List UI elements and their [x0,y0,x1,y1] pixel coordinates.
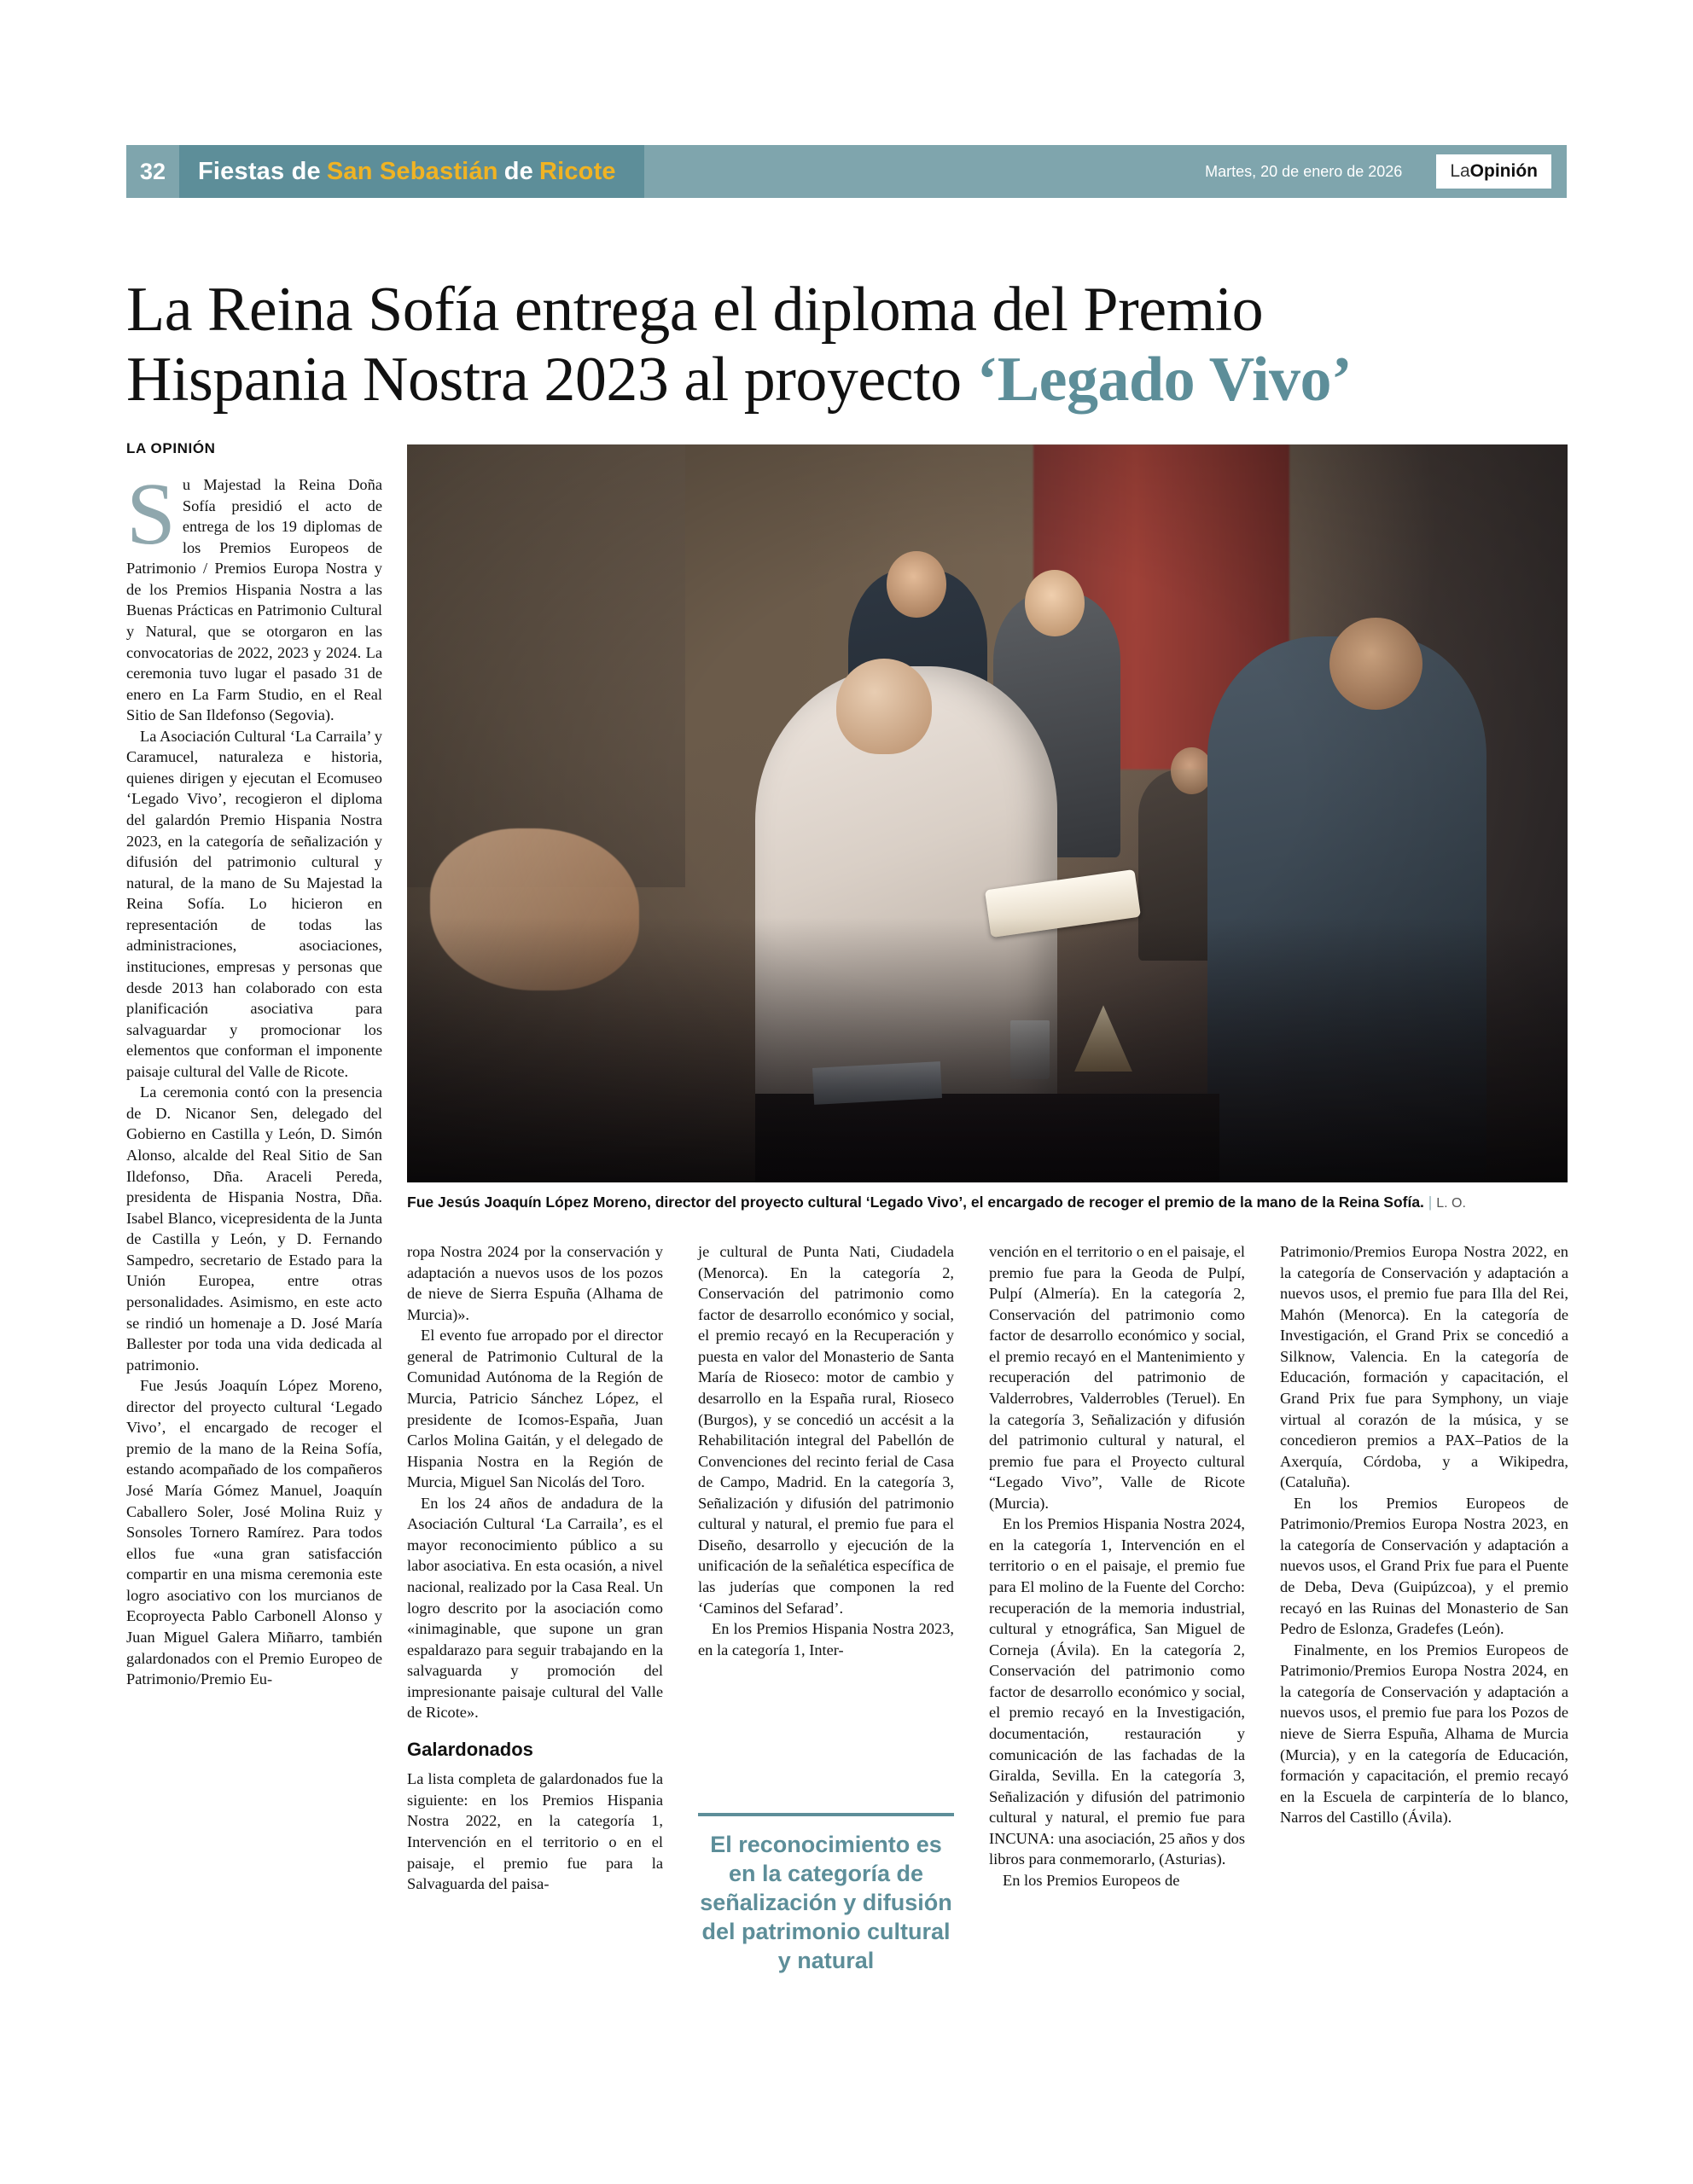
caption-separator: | [1428,1194,1433,1211]
paragraph: La Asociación Cultural ‘La Carraila’ y Caramucel, naturaleza e historia, quienes dirigen y ejecutan el Ecomuseo ‘Legado Vivo’, recogieron el diploma del galardón Premio Hispania Nostra 2023, en la categoría de señalización y difusión del patrimonio cultural y natural, de la mano de Su Majestad la Reina Sofía. Lo hicieron en representación de todas las administraciones, asociaciones, instituciones, empresas y personas que desde 2013 han colaborado con esta planificación asociativa para salvaguardar y promocionar los elementos que conforman el imponente paisaje cultural del Valle de Ricote. [126,727,382,1080]
article-column-1 [126,465,382,1690]
logo-text-bold: Opinión [1469,161,1538,181]
article-photo [407,444,1568,1182]
paragraph: Patrimonio/Premios Europa Nostra 2022, en la categoría de Conservación y adaptación a nuevos usos, el premio fue para Illa del Rei, Mahón (Menorca). En la categoría de Investigación, el Grand Prix se concedió a Silknow, Valencia. En la categoría de Educación, formación y capacitación, el Grand Prix fue para Symphony, un viaje virtual al corazón de la música, y se concedieron premios a PAX–Patios de la Axerquía, Córdoba, y a Wikipedra, (Cataluña). [1280,1243,1568,1491]
paragraph: vención en el territorio o en el paisaje, el premio fue para la Geoda de Pulpí, Pulpí (Almería). En la categoría 2, Conservación del patrimonio como factor de desarrollo económico y social, el premio recayó en el Mantenimiento y recuperación del patrimonio de Valderrobres, Valderrobles (Teruel). En la categoría 3, Señalización y difusión del patrimonio cultural y natural, el premio fue para el Proyecto cultural “Legado Vivo”, Valle de Ricote (Murcia). [989,1243,1245,1512]
section-title [179,145,644,198]
subheading-galardonados: Galardonados [407,1738,533,1760]
section-title-mid: de [503,157,533,185]
headline-highlight: ‘Legado Vivo’ [976,345,1353,415]
paragraph: El evento fue arropado por el director general de Patrimonio Cultural de la Comunidad Autónoma de la Región de Murcia, Patricio Sánchez López, el presidente de Icomos-España, Juan Carlos Molina Gaitán, y el delegado de Hispania Nostra en la Región de Murcia, Miguel San Nicolás del Toro. [407,1327,663,1491]
headline-line-2-plain: Hispania Nostra 2023 al proyecto [126,345,977,415]
section-title-prefix: Fiestas de [198,157,321,185]
paragraph: En los Premios Hispania Nostra 2023, en la categoría 1, Inter- [698,1620,954,1658]
paragraph: En los Premios Hispania Nostra 2024, en la categoría 1, Intervención en el territorio o en el paisaje, el premio fue para El molino de la Fuente del Corcho: recuperación de la memoria industrial, cultural y etnográfica, San Miguel de Corneja (Ávila). En la categoría 2, Conservación del patrimonio como factor de desarrollo económico y social, el premio recayó en la Investigación, documentación, restauración y comunicación de las fachadas de la Giralda, Sevilla. En la categoría 3, Señalización y difusión del patrimonio cultural y natural, el premio fue para INCUNA: una asociación, 25 años y dos libros para conmemorarlo, (Asturias). [989,1515,1245,1868]
paragraph: je cultural de Punta Nati, Ciudadela (Menorca). En la categoría 2, Conservación del patrimonio como factor de desarrollo económico y social, el premio recayó en la Recuperación y puesta en valor del Monasterio de Santa María de Rioseco: motor de cambio y desarrollo en la España rural, Rioseco (Burgos), y se concedió un accésit a la Rehabilitación integral del Pabellón de Convenciones del recinto ferial de Casa de Campo, Madrid. En la categoría 3, Señalización y difusión del patrimonio cultural y natural, el premio fue para el Diseño, desarrollo y ejecución de la unificación de la señalética específica de las juderías que componen la red ‘Caminos del Sefarad’. [698,1243,954,1617]
paragraph: En los Premios Europeos de Patrimonio/Premios Europa Nostra 2023, en la categoría de Conservación y adaptación a nuevos usos, el Grand Prix fue para el Puente de Deba, Deva (Guipúzcoa), y el premio recayó en las Ruinas del Monasterio de San Pedro de Eslonza, Gradefes (León). [1280,1494,1568,1638]
headline-line-1: La Reina Sofía entrega el diploma del Premio [126,274,1264,345]
drop-cap: S [126,465,176,563]
caption-text: Fue Jesús Joaquín López Moreno, director del proyecto cultural ‘Legado Vivo’, el encargado de recoger el premio de la mano de la Reina Sofía. [407,1194,1424,1211]
headline-line-2 [126,345,1568,415]
byline: LA OPINIÓN [126,440,216,456]
logo-text-light: La [1450,161,1470,181]
publication-date: Martes, 20 de enero de 2026 [1205,162,1403,180]
caption-credit: L. O. [1436,1196,1466,1211]
paragraph-text: u Majestad la Reina Doña Sofía presidió el acto de entrega de los 19 diplomas de los Premios Europeos de Patrimonio / Premios Europa Nostra y de los Premios Hispania Nostra a las Buenas Prácticas en Patrimonio Cultural y Natural, que se otorgaron en las convocatorias de 2022, 2023 y 2024. La ceremonia tuvo lugar el pasado 31 de enero en La Farm Studio, en el Real Sitio de San Ildefonso (Segovia). [126,476,382,724]
page-folio: 32 [126,145,179,198]
paragraph: Finalmente, en los Premios Europeos de Patrimonio/Premios Europa Nostra 2024, en la categoría de Conservación y adaptación a nuevos usos, el premio fue para los Pozos de nieve de Sierra Espuña, Alhama de Murcia (Murcia), y en la categoría de Educación, formación y capacitación, el premio recayó en la Escuela de carpintería de lo blanco, Narros del Castillo (Ávila). [1280,1641,1568,1827]
pull-quote: El reconocimiento es en la categoría de señalización y difusión del patrimonio cultural y natural [698,1813,954,1975]
masthead-right [644,145,1567,198]
paragraph: Fue Jesús Joaquín López Moreno, director del proyecto cultural ‘Legado Vivo’, el encargado de recoger el premio de la mano de la Reina Sofía, estando acompañado de los compañeros José María Gómez Manuel, Joaquín Caballero Soler, José Molina Ruiz y Sonsoles Tornero Ramírez. Para todos ellos fue «una gran satisfacción compartir en una misma ceremonia este logro asociativo con los murcianos de Ecoproyecta Pablo Carbonell Alonso y Juan Miguel Galera Miñarro, también galardonados con el Premio Europeo de Patrimonio/Premio Eu- [126,1377,382,1688]
photo-vignette [407,444,1568,1182]
newspaper-logo [1436,154,1551,189]
section-title-accent: San Sebastián [326,157,498,185]
page-title [126,275,1568,416]
masthead [126,145,1567,198]
paragraph: La lista completa de galardonados fue la siguiente: en los Premios Hispania Nostra 2022, en la categoría 1, Intervención en el territorio o en el paisaje, el premio fue para la Salvaguarda del paisa- [407,1770,663,1893]
photo-image [407,444,1568,1182]
article-column-3 [698,1241,954,1660]
article-column-4 [989,1241,1245,1891]
paragraph: En los 24 años de andadura de la Asociación Cultural ‘La Carraila’, es el mayor reconocimiento público a su labor asociativa. En esta ocasión, a nivel nacional, realizado por la Casa Real. Un logro descrito por la asociación como «inimaginable, que supone un gran espaldarazo para seguir trabajando en la salvaguarda y promoción del impresionante paisaje cultural del Valle de Ricote». [407,1494,663,1722]
photo-caption [407,1193,1568,1213]
paragraph: ropa Nostra 2024 por la conservación y adaptación a nuevos usos de los pozos de nieve de Sierra Espuña (Alhama de Murcia)». [407,1243,663,1323]
paragraph: La ceremonia contó con la presencia de D. Nicanor Sen, delegado del Gobierno en Castilla y León, D. Simón Alonso, alcalde del Real Sitio de San Ildefonso, Dña. Araceli Pereda, presidenta de Hispania Nostra, Dña. Isabel Blanco, vicepresidenta de la Junta de Castilla y León, y D. Fernando Sampedro, secretario de Estado para la Unión Europea, entre otras personalidades. Asimismo, en este acto se rindió un homenaje a D. José María Ballester por toda una vida dedicada al patrimonio. [126,1083,382,1374]
section-title-accent-2: Ricote [538,157,616,185]
paragraph [126,465,382,726]
paragraph: En los Premios Europeos de [1003,1871,1180,1889]
article-column-5 [1280,1241,1568,1828]
article-column-2 [407,1241,663,1895]
